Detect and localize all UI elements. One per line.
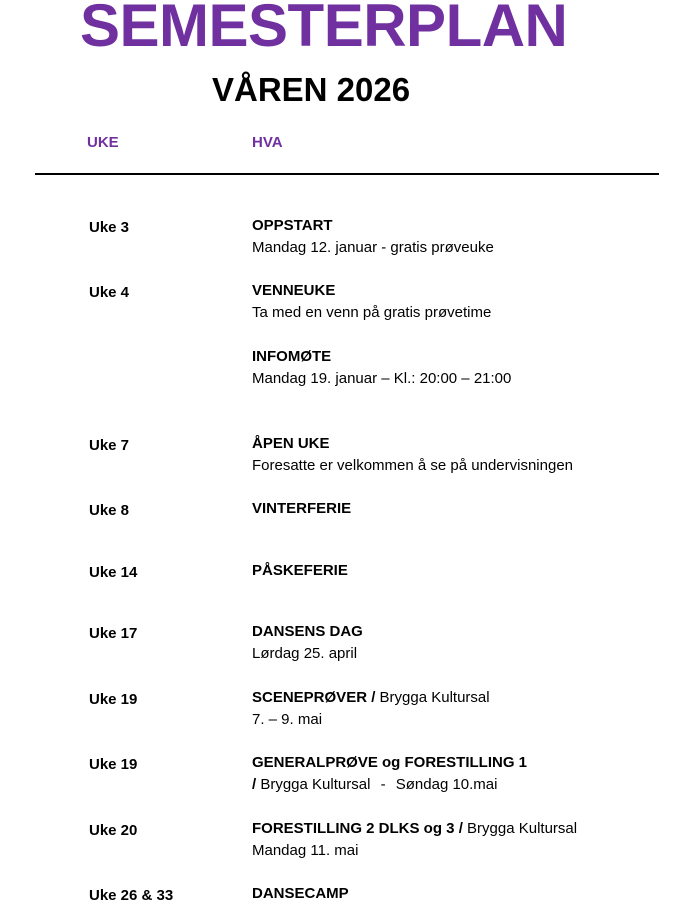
week-label: Uke 8 (89, 502, 130, 519)
event-title: DANSENS DAG (252, 623, 363, 640)
week-label: Uke 4 (89, 284, 130, 301)
event-title: ÅPEN UKE (252, 435, 330, 452)
event-venue: Brygga Kultursal (260, 776, 371, 793)
schedule-entry (252, 280, 491, 324)
event-title: PÅSKEFERIE (252, 562, 348, 579)
event-title: GENERALPRØVE og FORESTILLING 1 (252, 754, 528, 771)
event-detail: Foresatte er velkommen å se på undervisningen (252, 457, 574, 474)
separator-dash: - (380, 776, 386, 793)
event-venue: Brygga Kultursal (467, 820, 578, 837)
event-detail: Lørdag 25. april (252, 645, 358, 662)
event-title: VENNEUKE (252, 282, 336, 299)
column-header-week: UKE (87, 134, 119, 151)
schedule-entry (252, 346, 511, 390)
schedule-entry (252, 498, 351, 520)
event-detail: Ta med en venn på gratis prøvetime (252, 304, 492, 321)
event-title: FORESTILLING 2 DLKS og 3 (252, 820, 455, 837)
week-label: Uke 3 (89, 219, 130, 236)
schedule-entry (252, 818, 577, 862)
event-date: Søndag 10.mai (395, 776, 498, 793)
schedule-entry (252, 752, 527, 796)
event-title: VINTERFERIE (252, 500, 352, 517)
week-label: Uke 7 (89, 437, 130, 454)
event-title: INFOMØTE (252, 348, 332, 365)
event-detail: Mandag 12. januar - gratis prøveuke (252, 239, 494, 256)
schedule-entry (252, 621, 363, 665)
week-label: Uke 26 & 33 (89, 887, 174, 904)
week-label: Uke 17 (89, 625, 138, 642)
week-label: Uke 19 (89, 691, 138, 708)
event-title: SCENEPRØVER (252, 689, 368, 706)
schedule-entry (252, 687, 490, 731)
week-label: Uke 14 (89, 564, 138, 581)
schedule-entry (252, 883, 349, 905)
event-detail: Mandag 19. januar – Kl.: 20:00 – 21:00 (252, 370, 512, 387)
week-label: Uke 20 (89, 822, 138, 839)
page-title: SEMESTERPLAN (80, 0, 568, 59)
column-header-what: HVA (252, 134, 283, 151)
event-title: DANSECAMP (252, 885, 349, 902)
event-detail: 7. – 9. mai (252, 711, 323, 728)
event-detail: Mandag 11. mai (252, 842, 359, 859)
separator-slash: / (458, 820, 463, 837)
page-subtitle: VÅREN 2026 (212, 71, 411, 108)
header-divider (35, 173, 659, 175)
event-title: OPPSTART (252, 217, 333, 234)
schedule-entry (252, 215, 494, 259)
schedule-entry (252, 433, 573, 477)
week-label: Uke 19 (89, 756, 138, 773)
separator-slash: / (252, 776, 257, 793)
schedule-entry (252, 560, 348, 582)
separator-slash: / (371, 689, 376, 706)
event-venue: Brygga Kultursal (379, 689, 490, 706)
